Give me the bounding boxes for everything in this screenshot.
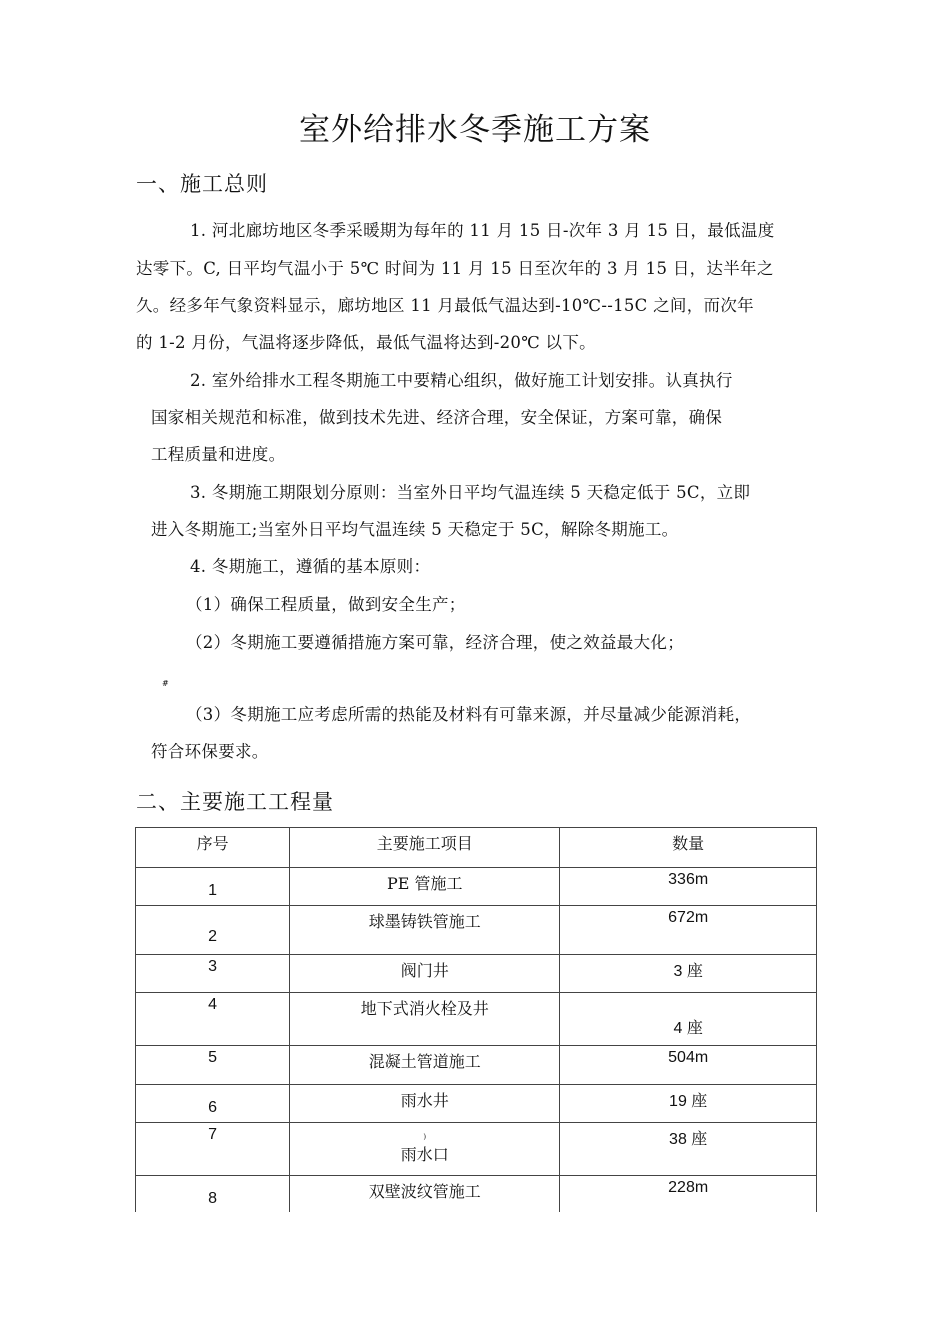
quantity: 504m — [560, 1046, 817, 1085]
paragraph-line: 4. 冬期施工，遵循的基本原则： — [190, 557, 431, 576]
work-item: PE 管施工 — [290, 868, 560, 906]
table-row — [136, 906, 817, 955]
row-number: 1 — [136, 868, 290, 906]
paragraph-line: 达零下。C, 日平均气温小于 5℃ 时间为 11 月 15 日至次年的 3 月 15 日，达半年之 — [136, 259, 774, 278]
work-item: 球墨铸铁管施工 — [290, 906, 560, 955]
work-item-cell — [290, 1123, 560, 1176]
paragraph-line: 进入冬期施工;当室外日平均气温连续 5 天稳定于 5C，解除冬期施工。 — [151, 520, 679, 539]
table-row — [136, 1085, 817, 1123]
quantity: 19 座 — [560, 1085, 817, 1123]
paragraph-line: 符合环保要求。 — [151, 742, 269, 761]
table-row — [136, 955, 817, 993]
row-number: 7 — [136, 1123, 290, 1176]
paragraph-line: 1. 河北廊坊地区冬季采暖期为每年的 11 月 15 日-次年 3 月 15 日，最低温度 — [190, 221, 775, 240]
paragraph-line: （2）冬期施工要遵循措施方案可靠，经济合理，使之效益最大化； — [186, 633, 684, 652]
row-number: 5 — [136, 1046, 290, 1085]
header-cell: 序号 — [136, 828, 290, 868]
page-cutoff — [133, 1212, 823, 1252]
row-number: 6 — [136, 1085, 290, 1123]
table-row — [136, 1123, 817, 1176]
paragraph-line: 的 1-2 月份，气温将逐步降低，最低气温将达到-20℃ 以下。 — [136, 333, 596, 352]
quantity: 4 座 — [560, 993, 817, 1046]
paragraph-line: 工程质量和进度。 — [151, 445, 286, 464]
paragraph-line: （3）冬期施工应考虑所需的热能及材料有可靠来源，并尽量减少能源消耗， — [186, 705, 752, 724]
quantity: 672m — [560, 906, 817, 955]
row-number: 3 — [136, 955, 290, 993]
paragraph-line: 3. 冬期施工期限划分原则：当室外日平均气温连续 5 天稳定低于 5C，立即 — [190, 483, 751, 502]
document-title: 室外给排水冬季施工方案 — [299, 112, 651, 148]
paragraph-line: 久。经多年气象资料显示，廊坊地区 11 月最低气温达到-10℃--15C 之间，而次年 — [136, 296, 754, 315]
paragraph-line: 国家相关规范和标准，做到技术先进、经济合理，安全保证，方案可靠，确保 — [151, 408, 723, 427]
table-row — [136, 1046, 817, 1085]
stray-mark: # — [162, 679, 169, 688]
paragraph-line: （1）确保工程质量，做到安全生产； — [186, 595, 466, 614]
section-heading-quantities: 二、主要施工工程量 — [136, 790, 334, 814]
quantity: 38 座 — [560, 1123, 817, 1176]
work-item: 阀门井 — [290, 955, 560, 993]
row-number: 2 — [136, 906, 290, 955]
row-number: 4 — [136, 993, 290, 1046]
paragraph-line: 2. 室外给排水工程冬期施工中要精心组织，做好施工计划安排。认真执行 — [190, 371, 733, 390]
work-item: 双壁波纹管施工 — [290, 1176, 560, 1220]
table-header-row — [136, 828, 817, 868]
stray-mark: ) — [423, 1133, 427, 1141]
header-cell: 主要施工项目 — [290, 828, 560, 868]
quantity: 336m — [560, 868, 817, 906]
header-cell: 数量 — [560, 828, 817, 868]
table-row — [136, 868, 817, 906]
work-item: 混凝土管道施工 — [290, 1046, 560, 1085]
work-item: 雨水井 — [290, 1085, 560, 1123]
quantity: 228m — [560, 1176, 817, 1220]
quantities-table — [135, 827, 817, 1220]
row-number: 8 — [136, 1176, 290, 1220]
quantity: 3 座 — [560, 955, 817, 993]
work-item: 雨水口 — [400, 1145, 449, 1164]
table-row — [136, 993, 817, 1046]
work-item: 地下式消火栓及井 — [290, 993, 560, 1046]
section-heading-general: 一、施工总则 — [136, 172, 268, 196]
